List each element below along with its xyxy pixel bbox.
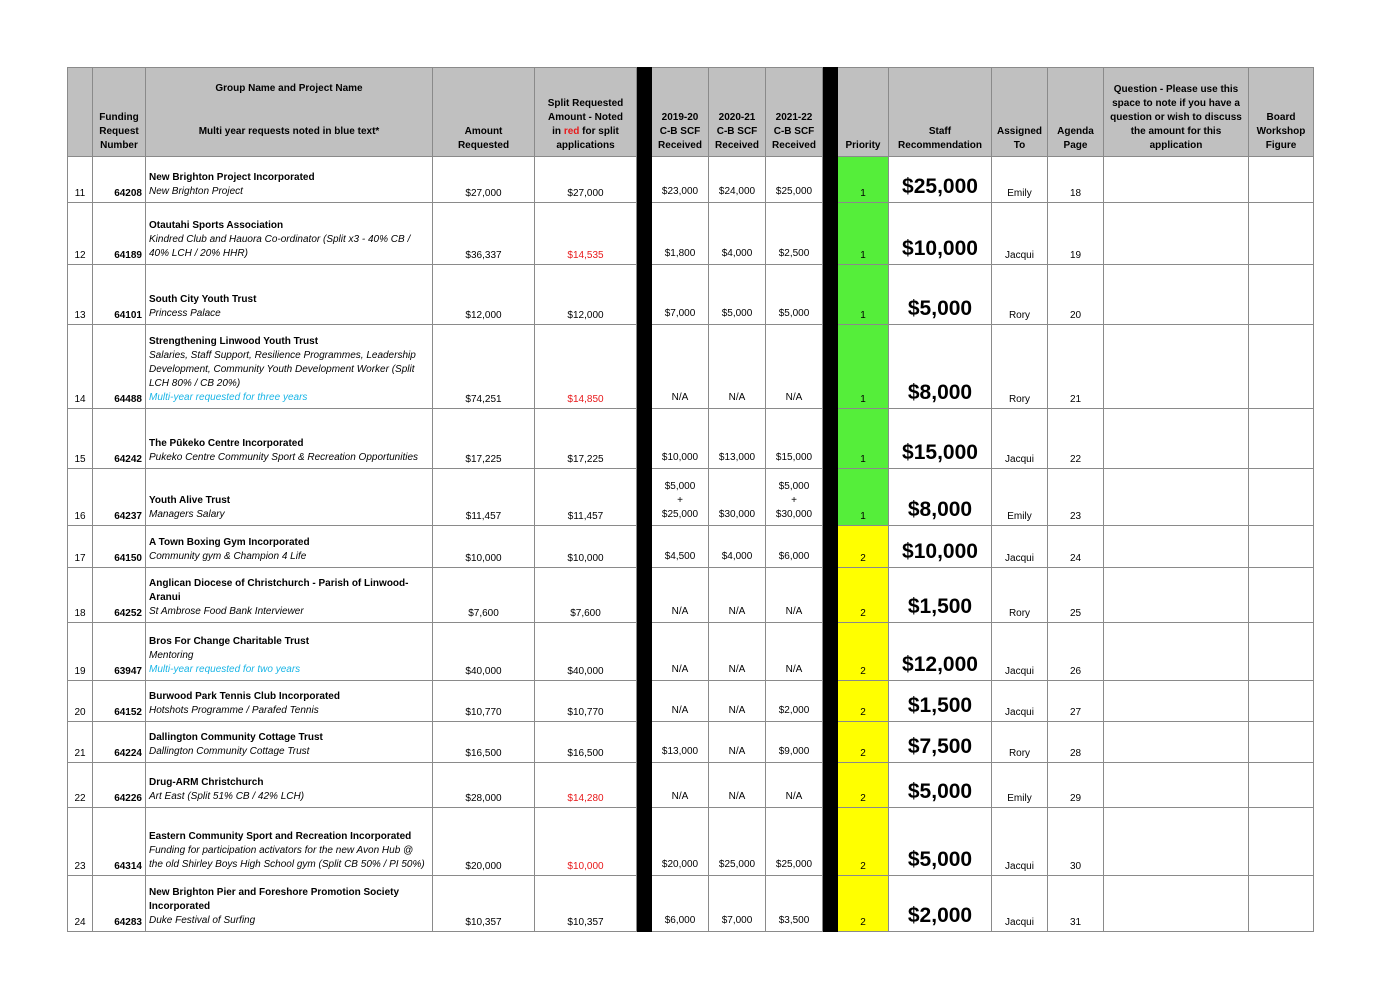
separator-column — [823, 763, 838, 808]
header-board-workshop: Board Workshop Figure — [1249, 68, 1314, 157]
funding-request-number: 64150 — [93, 526, 146, 568]
funding-request-number: 64488 — [93, 325, 146, 409]
funding-request-number: 64101 — [93, 265, 146, 325]
split-amount: $14,850 — [535, 325, 637, 409]
agenda-page: 25 — [1048, 568, 1104, 623]
question-input-cell[interactable] — [1104, 325, 1249, 409]
board-workshop-figure-cell[interactable] — [1249, 681, 1314, 722]
scf-2020-received: $7,000 — [709, 876, 766, 932]
row-number: 19 — [68, 623, 93, 681]
scf-2019-received: $13,000 — [652, 722, 709, 763]
group-name: Dallington Community Cottage Trust — [149, 732, 323, 743]
group-name: Youth Alive Trust — [149, 495, 231, 506]
row-number: 23 — [68, 808, 93, 876]
assigned-to: Emily — [992, 157, 1048, 203]
assigned-to: Jacqui — [992, 526, 1048, 568]
priority-cell: 1 — [838, 409, 889, 469]
header-priority: Priority — [838, 68, 889, 157]
group-cell — [146, 526, 433, 568]
board-workshop-figure-cell[interactable] — [1249, 469, 1314, 526]
row-number: 16 — [68, 469, 93, 526]
agenda-page: 20 — [1048, 265, 1104, 325]
scf-2020-received: N/A — [709, 568, 766, 623]
assigned-to: Emily — [992, 469, 1048, 526]
separator-column — [637, 68, 652, 157]
table-row — [68, 469, 1314, 526]
header-group-name-note: Multi year requests noted in blue text* — [198, 126, 380, 137]
header-split-text-1: Split Requested Amount - Noted in — [547, 98, 624, 137]
scf-2021-received: N/A — [766, 623, 823, 681]
agenda-page: 19 — [1048, 203, 1104, 265]
group-cell — [146, 157, 433, 203]
split-amount: $10,000 — [535, 808, 637, 876]
priority-cell: 1 — [838, 265, 889, 325]
funding-request-number: 64242 — [93, 409, 146, 469]
scf-2020-received: N/A — [709, 681, 766, 722]
amount-requested: $27,000 — [433, 157, 535, 203]
amount-requested: $16,500 — [433, 722, 535, 763]
assigned-to: Jacqui — [992, 409, 1048, 469]
table-row — [68, 876, 1314, 932]
header-scf-2021: 2021-22 C-B SCF Received — [766, 68, 823, 157]
separator-column — [637, 203, 652, 265]
staff-recommendation: $15,000 — [889, 409, 992, 469]
row-number: 14 — [68, 325, 93, 409]
priority-cell: 2 — [838, 763, 889, 808]
group-cell — [146, 623, 433, 681]
split-amount: $10,357 — [535, 876, 637, 932]
question-input-cell[interactable] — [1104, 876, 1249, 932]
agenda-page: 26 — [1048, 623, 1104, 681]
project-name: New Brighton Project — [149, 186, 243, 197]
group-cell — [146, 722, 433, 763]
scf-2019-received: $20,000 — [652, 808, 709, 876]
scf-2021-received: $3,500 — [766, 876, 823, 932]
priority-cell: 2 — [838, 722, 889, 763]
assigned-to: Emily — [992, 763, 1048, 808]
group-cell — [146, 681, 433, 722]
split-amount: $10,770 — [535, 681, 637, 722]
priority-cell: 1 — [838, 157, 889, 203]
split-amount: $10,000 — [535, 526, 637, 568]
table-row — [68, 325, 1314, 409]
amount-requested: $10,000 — [433, 526, 535, 568]
question-input-cell[interactable] — [1104, 526, 1249, 568]
board-workshop-figure-cell[interactable] — [1249, 203, 1314, 265]
question-input-cell[interactable] — [1104, 808, 1249, 876]
staff-recommendation: $8,000 — [889, 325, 992, 409]
row-number: 12 — [68, 203, 93, 265]
project-name: St Ambrose Food Bank Interviewer — [149, 606, 304, 617]
split-amount: $16,500 — [535, 722, 637, 763]
header-staff-recommendation: Staff Recommendation — [889, 68, 992, 157]
header-question: Question - Please use this space to note if you have a question or wish to discuss the amount for this application — [1104, 68, 1249, 157]
group-cell — [146, 203, 433, 265]
funding-request-number: 64226 — [93, 763, 146, 808]
board-workshop-figure-cell[interactable] — [1249, 876, 1314, 932]
scf-2021-received: N/A — [766, 325, 823, 409]
assigned-to: Rory — [992, 568, 1048, 623]
agenda-page: 18 — [1048, 157, 1104, 203]
staff-recommendation: $5,000 — [889, 763, 992, 808]
priority-cell: 2 — [838, 808, 889, 876]
amount-requested: $20,000 — [433, 808, 535, 876]
funding-request-number: 64283 — [93, 876, 146, 932]
scf-2021-received: N/A — [766, 763, 823, 808]
separator-column — [637, 409, 652, 469]
agenda-page: 30 — [1048, 808, 1104, 876]
scf-2019-received: $6,000 — [652, 876, 709, 932]
agenda-page: 21 — [1048, 325, 1104, 409]
project-name: Mentoring — [149, 650, 194, 661]
row-number: 17 — [68, 526, 93, 568]
table-row — [68, 157, 1314, 203]
scf-2021-received: $25,000 — [766, 157, 823, 203]
amount-requested: $40,000 — [433, 623, 535, 681]
split-amount: $7,600 — [535, 568, 637, 623]
project-name: Princess Palace — [149, 308, 221, 319]
split-amount: $40,000 — [535, 623, 637, 681]
scf-2020-received: N/A — [709, 623, 766, 681]
header-agenda-page: Agenda Page — [1048, 68, 1104, 157]
table-row — [68, 722, 1314, 763]
scf-2019-received: $7,000 — [652, 265, 709, 325]
assigned-to: Jacqui — [992, 681, 1048, 722]
amount-requested: $7,600 — [433, 568, 535, 623]
row-number: 11 — [68, 157, 93, 203]
staff-recommendation: $25,000 — [889, 157, 992, 203]
assigned-to: Rory — [992, 722, 1048, 763]
separator-column — [823, 876, 838, 932]
separator-column — [637, 681, 652, 722]
scf-2019-received: N/A — [652, 763, 709, 808]
scf-2021-received: $15,000 — [766, 409, 823, 469]
project-name: Managers Salary — [149, 509, 225, 520]
scf-2019-received: N/A — [652, 325, 709, 409]
separator-column — [637, 763, 652, 808]
header-scf-2019: 2019-20 C-B SCF Received — [652, 68, 709, 157]
scf-2020-received: $30,000 — [709, 469, 766, 526]
project-name: Art East (Split 51% CB / 42% LCH) — [149, 791, 305, 802]
group-cell — [146, 568, 433, 623]
header-split-requested — [535, 68, 637, 157]
funding-request-number: 64208 — [93, 157, 146, 203]
group-cell — [146, 325, 433, 409]
project-name: Dallington Community Cottage Trust — [149, 746, 310, 757]
separator-column — [823, 265, 838, 325]
board-workshop-figure-cell[interactable] — [1249, 763, 1314, 808]
funding-request-number: 64314 — [93, 808, 146, 876]
scf-2020-received: $24,000 — [709, 157, 766, 203]
assigned-to: Jacqui — [992, 203, 1048, 265]
board-workshop-figure-cell[interactable] — [1249, 808, 1314, 876]
separator-column — [823, 526, 838, 568]
group-name: Strengthening Linwood Youth Trust — [149, 336, 319, 347]
group-cell — [146, 409, 433, 469]
agenda-page: 24 — [1048, 526, 1104, 568]
project-name: Pukeko Centre Community Sport & Recreation Opportunities — [149, 452, 419, 463]
amount-requested: $36,337 — [433, 203, 535, 265]
amount-requested: $28,000 — [433, 763, 535, 808]
separator-column — [637, 623, 652, 681]
table-row — [68, 808, 1314, 876]
scf-2020-received: $4,000 — [709, 526, 766, 568]
agenda-page: 27 — [1048, 681, 1104, 722]
board-workshop-figure-cell[interactable] — [1249, 568, 1314, 623]
scf-2021-received: $6,000 — [766, 526, 823, 568]
split-amount: $17,225 — [535, 409, 637, 469]
group-cell — [146, 876, 433, 932]
question-input-cell[interactable] — [1104, 623, 1249, 681]
question-input-cell[interactable] — [1104, 763, 1249, 808]
priority-cell: 2 — [838, 876, 889, 932]
header-group-name — [146, 68, 433, 157]
question-input-cell[interactable] — [1104, 157, 1249, 203]
question-input-cell[interactable] — [1104, 568, 1249, 623]
separator-column — [637, 568, 652, 623]
split-amount: $11,457 — [535, 469, 637, 526]
split-amount: $27,000 — [535, 157, 637, 203]
agenda-page: 31 — [1048, 876, 1104, 932]
funding-request-number: 64237 — [93, 469, 146, 526]
table-row — [68, 526, 1314, 568]
header-split-red-word: red — [563, 126, 580, 137]
separator-column — [637, 469, 652, 526]
scf-2020-received: $25,000 — [709, 808, 766, 876]
scf-2020-received: N/A — [709, 325, 766, 409]
board-workshop-figure-cell[interactable] — [1249, 623, 1314, 681]
table-row — [68, 623, 1314, 681]
question-input-cell[interactable] — [1104, 265, 1249, 325]
group-name: Eastern Community Sport and Recreation Incorporated — [149, 831, 412, 842]
scf-2019-received: $4,500 — [652, 526, 709, 568]
separator-column — [823, 325, 838, 409]
question-input-cell[interactable] — [1104, 722, 1249, 763]
row-number: 21 — [68, 722, 93, 763]
separator-column — [823, 681, 838, 722]
staff-recommendation: $8,000 — [889, 469, 992, 526]
scf-2020-received: N/A — [709, 763, 766, 808]
row-number: 13 — [68, 265, 93, 325]
funding-table — [67, 67, 1314, 932]
separator-column — [637, 722, 652, 763]
separator-column — [823, 568, 838, 623]
scf-2020-received: $5,000 — [709, 265, 766, 325]
scf-2019-received: N/A — [652, 568, 709, 623]
funding-request-number: 63947 — [93, 623, 146, 681]
header-row — [68, 68, 1314, 157]
priority-cell: 2 — [838, 623, 889, 681]
project-name: Funding for participation activators for the new Avon Hub @ the old Shirley Boys High School gym (Split CB 50% / PI 50%) — [149, 845, 425, 870]
project-name: Community gym & Champion 4 Life — [149, 551, 307, 562]
multi-year-note: Multi-year requested for two years — [149, 664, 301, 675]
agenda-page: 22 — [1048, 409, 1104, 469]
row-number: 22 — [68, 763, 93, 808]
staff-recommendation: $10,000 — [889, 203, 992, 265]
group-cell — [146, 469, 433, 526]
board-workshop-figure-cell[interactable] — [1249, 265, 1314, 325]
question-input-cell[interactable] — [1104, 681, 1249, 722]
project-name: Salaries, Staff Support, Resilience Programmes, Leadership Development, Community Youth Development Worker (Split LCH 80% / CB 20%) — [149, 350, 416, 389]
scf-2019-received: N/A — [652, 681, 709, 722]
amount-requested: $11,457 — [433, 469, 535, 526]
row-number: 15 — [68, 409, 93, 469]
staff-recommendation: $5,000 — [889, 265, 992, 325]
funding-request-number: 64224 — [93, 722, 146, 763]
separator-column — [823, 623, 838, 681]
separator-column — [823, 722, 838, 763]
group-name: Burwood Park Tennis Club Incorporated — [149, 691, 340, 702]
scf-2020-received: $13,000 — [709, 409, 766, 469]
separator-column — [637, 808, 652, 876]
scf-2021-received: $25,000 — [766, 808, 823, 876]
split-amount: $14,535 — [535, 203, 637, 265]
agenda-page: 29 — [1048, 763, 1104, 808]
group-name: Anglican Diocese of Christchurch - Parish of Linwood-Aranui — [149, 578, 409, 603]
priority-cell: 1 — [838, 325, 889, 409]
assigned-to: Jacqui — [992, 876, 1048, 932]
scf-2020-received: $4,000 — [709, 203, 766, 265]
separator-column — [823, 409, 838, 469]
assigned-to: Rory — [992, 325, 1048, 409]
header-group-name-title: Group Name and Project Name — [215, 83, 363, 94]
agenda-page: 23 — [1048, 469, 1104, 526]
question-input-cell[interactable] — [1104, 409, 1249, 469]
board-workshop-figure-cell[interactable] — [1249, 526, 1314, 568]
board-workshop-figure-cell[interactable] — [1249, 157, 1314, 203]
separator-column — [823, 157, 838, 203]
separator-column — [637, 526, 652, 568]
table-row — [68, 568, 1314, 623]
funding-request-number: 64152 — [93, 681, 146, 722]
staff-recommendation: $1,500 — [889, 681, 992, 722]
split-amount: $14,280 — [535, 763, 637, 808]
funding-request-number: 64189 — [93, 203, 146, 265]
scf-2021-received: $5,000 + $30,000 — [766, 469, 823, 526]
question-input-cell[interactable] — [1104, 203, 1249, 265]
amount-requested: $12,000 — [433, 265, 535, 325]
funding-request-number: 64252 — [93, 568, 146, 623]
amount-requested: $10,770 — [433, 681, 535, 722]
header-scf-2020: 2020-21 C-B SCF Received — [709, 68, 766, 157]
amount-requested: $10,357 — [433, 876, 535, 932]
separator-column — [823, 203, 838, 265]
separator-column — [823, 469, 838, 526]
assigned-to: Rory — [992, 265, 1048, 325]
group-name: Otautahi Sports Association — [149, 220, 284, 231]
board-workshop-figure-cell[interactable] — [1249, 722, 1314, 763]
priority-cell: 1 — [838, 203, 889, 265]
board-workshop-figure-cell[interactable] — [1249, 409, 1314, 469]
header-row-number — [68, 68, 93, 157]
amount-requested: $74,251 — [433, 325, 535, 409]
group-name: New Brighton Pier and Foreshore Promotion Society Incorporated — [149, 887, 400, 912]
scf-2019-received: N/A — [652, 623, 709, 681]
separator-column — [637, 876, 652, 932]
separator-column — [637, 325, 652, 409]
table-row — [68, 763, 1314, 808]
scf-2021-received: N/A — [766, 568, 823, 623]
header-amount-requested: Amount Requested — [433, 68, 535, 157]
staff-recommendation: $12,000 — [889, 623, 992, 681]
scf-2019-received: $10,000 — [652, 409, 709, 469]
separator-column — [823, 68, 838, 157]
question-input-cell[interactable] — [1104, 469, 1249, 526]
staff-recommendation: $7,500 — [889, 722, 992, 763]
scf-2019-received: $23,000 — [652, 157, 709, 203]
header-assigned-to: Assigned To — [992, 68, 1048, 157]
group-cell — [146, 265, 433, 325]
scf-2021-received: $5,000 — [766, 265, 823, 325]
priority-cell: 2 — [838, 568, 889, 623]
project-name: Hotshots Programme / Parafed Tennis — [149, 705, 319, 716]
table-row — [68, 681, 1314, 722]
group-name: The Pūkeko Centre Incorporated — [149, 438, 304, 449]
table-row — [68, 265, 1314, 325]
group-name: New Brighton Project Incorporated — [149, 172, 315, 183]
scf-2019-received: $1,800 — [652, 203, 709, 265]
separator-column — [637, 157, 652, 203]
priority-cell: 2 — [838, 681, 889, 722]
multi-year-note: Multi-year requested for three years — [149, 392, 308, 403]
header-funding-request: Funding Request Number — [93, 68, 146, 157]
scf-2019-received: $5,000 + $25,000 — [652, 469, 709, 526]
group-cell — [146, 763, 433, 808]
priority-cell: 2 — [838, 526, 889, 568]
group-name: Bros For Change Charitable Trust — [149, 636, 310, 647]
staff-recommendation: $1,500 — [889, 568, 992, 623]
staff-recommendation: $5,000 — [889, 808, 992, 876]
table-row — [68, 409, 1314, 469]
separator-column — [637, 265, 652, 325]
staff-recommendation: $10,000 — [889, 526, 992, 568]
row-number: 24 — [68, 876, 93, 932]
scf-2021-received: $9,000 — [766, 722, 823, 763]
assigned-to: Jacqui — [992, 623, 1048, 681]
header-split-text-2: for split applications — [556, 126, 619, 151]
split-amount: $12,000 — [535, 265, 637, 325]
project-name: Duke Festival of Surfing — [149, 915, 256, 926]
scf-2021-received: $2,000 — [766, 681, 823, 722]
project-name: Kindred Club and Hauora Co-ordinator (Split x3 - 40% CB / 40% LCH / 20% HHR) — [149, 234, 411, 259]
row-number: 18 — [68, 568, 93, 623]
group-name: Drug-ARM Christchurch — [149, 777, 264, 788]
staff-recommendation: $2,000 — [889, 876, 992, 932]
table-row — [68, 203, 1314, 265]
scf-2021-received: $2,500 — [766, 203, 823, 265]
group-cell — [146, 808, 433, 876]
separator-column — [823, 808, 838, 876]
group-name: South City Youth Trust — [149, 294, 257, 305]
scf-2020-received: N/A — [709, 722, 766, 763]
amount-requested: $17,225 — [433, 409, 535, 469]
row-number: 20 — [68, 681, 93, 722]
group-name: A Town Boxing Gym Incorporated — [149, 537, 310, 548]
board-workshop-figure-cell[interactable] — [1249, 325, 1314, 409]
priority-cell: 1 — [838, 469, 889, 526]
assigned-to: Jacqui — [992, 808, 1048, 876]
agenda-page: 28 — [1048, 722, 1104, 763]
